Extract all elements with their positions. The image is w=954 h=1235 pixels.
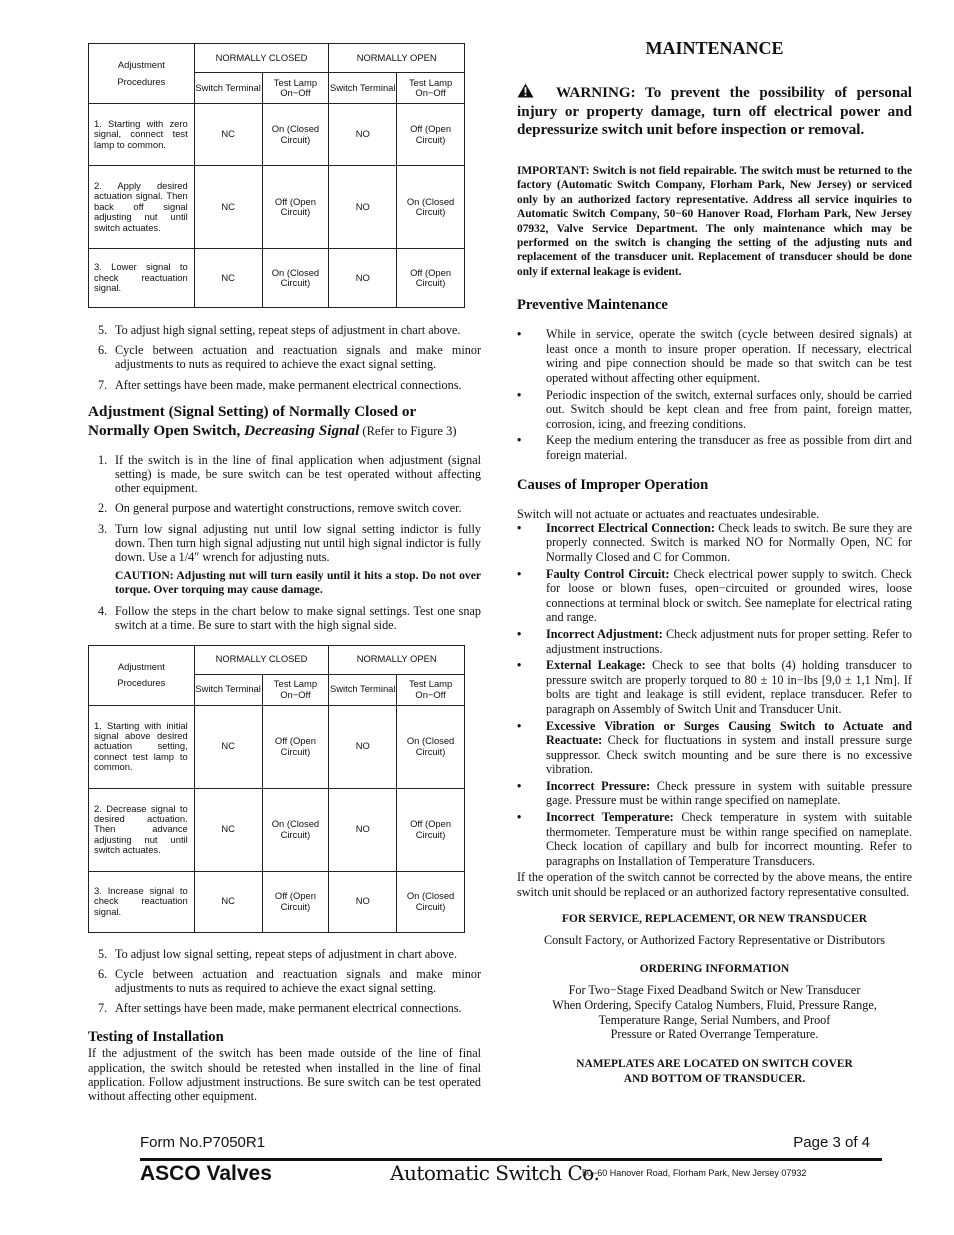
lamp-cell: On (Closed Circuit) [397,705,465,788]
adjustment-table-decreasing [88,645,465,933]
list-item: 5. To adjust low signal setting, repeat steps of adjustment in chart above. [98,946,458,961]
brand-logo: ASCO Valves [140,1162,272,1185]
list-item: 4. Follow the steps in the chart below to make signal settings. Test one snap switch at a time. Be sure to start with the high signal side. [98,604,481,633]
lamp-cell: On (Closed Circuit) [262,249,329,308]
normally-open-header: NORMALLY OPEN [329,44,465,73]
table-row [89,705,465,788]
causes-title: Causes of Improper Operation [517,476,709,493]
table-row [89,166,465,249]
ordering-title: ORDERING INFORMATION [639,963,790,976]
important-note: IMPORTANT: Switch is not field repairable. The switch must be returned to the factory (Automatic Switch Company, Florham Park, New Jersey) or serviced only by an authorized factory representative. Address all service inquiries to Automatic Switch Company, 50−60 Hanover Road, Florham Park, New Jersey 07932, Valve Service Department. The only maintenance which may be performed on the switch is changing the setting of the adjusting nuts and replacement of the transducer unit. Replacement of transducer should be done only if external leakage is evident. [517,165,912,278]
lamp-cell: On (Closed Circuit) [262,788,329,871]
list-item: 1. If the switch is in the line of final application when adjustment (signal setting) is made, be sure switch can be test operated without affecting other equipment. [98,452,481,496]
service-title: FOR SERVICE, REPLACEMENT, OR NEW TRANSDUCER [562,912,867,925]
step-cell: 1. Starting with initial signal above desired actuation setting, connect test lamp to common. [89,705,195,788]
list-item: 6. Cycle between actuation and reactuation signals and make minor adjustments to nuts as required to achieve the exact signal setting. [98,966,481,996]
table-header-procedures: Adjustment Procedures [89,44,195,104]
lamp-cell: On (Closed Circuit) [397,871,465,932]
left-column [88,43,481,1103]
test-lamp-header: Test Lamp On−Off [262,73,329,104]
lamp-cell: Off (Open Circuit) [262,166,329,249]
list-item: 7. After settings have been made, make permanent electrical connections. [98,1001,462,1016]
test-lamp-header: Test Lamp On−Off [397,674,465,705]
adjustment-table-increasing [88,43,465,308]
causes-intro: Switch will not actuate or actuates and reactuates undesirable. [517,506,820,521]
list-item: • Keep the medium entering the transducer as free as possible from dirt and foreign material. [517,433,912,462]
warning-block: WARNING: To prevent the possibility of personal injury or property damage, turn off electrical power and depressurize switch unit before inspection or removal. [517,85,912,138]
causes-closing: If the operation of the switch cannot be corrected by the above means, the entire switch unit should be replaced or an authorized factory representative consulted. [517,870,912,899]
lamp-cell: Off (Open Circuit) [397,104,465,166]
test-lamp-header: Test Lamp On−Off [262,674,329,705]
list-item: • Faulty Control Circuit: Check electrical power supply to switch. Check for loose or blown fuses, open−circuited or grounded wires, loose connections at terminal block or switch. See nameplate for electrical rating and range. [517,566,912,625]
normally-closed-header: NORMALLY CLOSED [194,645,329,674]
normally-open-header: NORMALLY OPEN [329,645,465,674]
nameplates-note: NAMEPLATES ARE LOCATED ON SWITCH COVER AND BOTTOM OF TRANSDUCER. [576,1057,853,1085]
switch-cell: NC [194,104,262,166]
list-item: • While in service, operate the switch (cycle between desired signals) at least once a month to insure proper operation. If necessary, electrical wiring and pipe connection should be made so that switch can be test operated without affecting other equipment. [517,327,912,386]
switch-terminal-header: Switch Terminal [329,674,397,705]
testing-body: If the adjustment of the switch has been made outside of the line of final application, the switch should be retested when installed in the line of final application. Follow adjustment instructions. Be sure switch can be test operated without affecting other equipment. [88,1046,481,1104]
list-item: 7. After settings have been made, make permanent electrical connections. [98,377,462,392]
list-item: • Incorrect Pressure: Check pressure in system with suitable pressure gage. Pressure must be within range specified on nameplate. [517,778,912,808]
switch-cell: NC [194,705,262,788]
list-item: 2. On general purpose and watertight constructions, remove switch cover. [98,501,462,516]
company-address: 50−60 Hanover Road, Florham Park, New Jersey 07932 [582,1168,807,1178]
steps-list-high [88,323,481,392]
service-text: Consult Factory, or Authorized Factory Representative or Distributors [543,932,886,947]
table-row [89,871,465,932]
table-row [89,788,465,871]
lamp-cell: Off (Open Circuit) [397,788,465,871]
table-row [89,104,465,166]
ordering-block: For Two−Stage Fixed Deadband Switch or New Transducer When Ordering, Specify Catalog Numbers, Fluid, Pressure Range, Temperature Range, Serial Numbers, and Proof Pressure or Rated Overrange Temperature. [552,983,877,1042]
lamp-cell: Off (Open Circuit) [262,705,329,788]
switch-terminal-header: Switch Terminal [194,674,262,705]
causes-list [517,521,912,869]
list-item: • Periodic inspection of the switch, external surfaces only, should be carried out. Switch should be kept clean and free from paint, foreign matter, corrosion, icing, and freezing conditions. [517,387,912,431]
list-item: • Incorrect Electrical Connection: Check leads to switch. Be sure they are properly connected. Switch is marked NO for Normally Open, NC for Normally Closed and C for Common. [517,520,912,564]
switch-cell: NC [194,871,262,932]
list-item: 6. Cycle between actuation and reactuation signals and make minor adjustments to nuts as required to achieve the exact signal setting. [98,343,481,372]
list-item: 3. Turn low signal adjusting nut until low signal setting indictor is fully down. Then turn high signal adjusting nut until high signal indictor is fully down. Use a 1/4″ wrench for adjusting nuts. [98,521,481,565]
test-lamp-header: Test Lamp On−Off [397,73,465,104]
preventive-title: Preventive Maintenance [517,297,668,314]
steps-list-decreasing [88,453,481,564]
step-cell: 1. Starting with zero signal, connect test lamp to common. [89,104,195,166]
steps-list-follow [88,604,481,632]
list-item: • External Leakage: Check to see that bolts (4) holding transducer to pressure switch are properly torqued to 80 ± 10 in−lbs [9,0 ± 1,1 Nm]. If bolts are tight and leakage is still evident, replace transducer. Refer to paragraph on Assembly of Switch Unit and Transducer Unit. [517,658,912,716]
switch-terminal-header: Switch Terminal [194,73,262,104]
switch-cell: NC [194,788,262,871]
list-item: 5. To adjust high signal setting, repeat steps of adjustment in chart above. [98,323,461,337]
switch-cell: NO [329,249,397,308]
testing-title: Testing of Installation [88,1029,224,1046]
warning-icon [517,83,534,103]
switch-cell: NC [194,249,262,308]
lamp-cell: On (Closed Circuit) [262,104,329,166]
step-cell: 2. Decrease signal to desired actuation. Then advance adjusting nut until switch actuates. [89,788,195,871]
section-title-decreasing: Adjustment (Signal Setting) of Normally Closed or Normally Open Switch, Decreasing Signal (Refer to Figure 3) [88,402,457,439]
maintenance-title: MAINTENANCE [645,38,784,58]
company-logo: Automatic Switch Co. [390,1161,600,1185]
step-cell: 2. Apply desired actuation signal. Then back off signal adjusting nut until switch actuates. [89,166,195,249]
list-item: • Incorrect Adjustment: Check adjustment nuts for proper setting. Refer to adjustment instructions. [517,626,912,656]
right-column [517,38,912,1087]
table-header-procedures: Adjustment Procedures [89,645,195,705]
table-row [89,249,465,308]
switch-cell: NO [329,705,397,788]
switch-cell: NO [329,788,397,871]
lamp-cell: Off (Open Circuit) [262,871,329,932]
switch-cell: NO [329,104,397,166]
normally-closed-header: NORMALLY CLOSED [194,44,329,73]
form-number: Form No.P7050R1 [140,1134,266,1151]
switch-terminal-header: Switch Terminal [329,73,397,104]
switch-cell: NO [329,871,397,932]
list-item: • Excessive Vibration or Surges Causing Switch to Actuate and Reactuate: Check for fluctuations in system and install pressure surge suppressor. Check switch mounting and be sure there is no excessive vibration. [517,718,912,777]
step-cell: 3. Increase signal to check reactuation signal. [89,871,195,932]
list-item: • Incorrect Temperature: Check temperature in system with suitable thermometer. Temperature must be within range specified on nameplate. Check location of capillary and bulb for incorrect mounting. Refer to paragraphs on Installation of Temperature Transducers. [517,810,912,868]
page-number: Page 3 of 4 [793,1134,870,1151]
preventive-list [517,327,912,462]
switch-cell: NC [194,166,262,249]
lamp-cell: On (Closed Circuit) [397,166,465,249]
lamp-cell: Off (Open Circuit) [397,249,465,308]
caution-note: CAUTION: Adjusting nut will turn easily until it hits a stop. Do not over torque. Over torquing may cause damage. [115,569,481,597]
steps-list-low [88,947,481,1016]
switch-cell: NO [329,166,397,249]
step-cell: 3. Lower signal to check reactuation signal. [89,249,195,308]
